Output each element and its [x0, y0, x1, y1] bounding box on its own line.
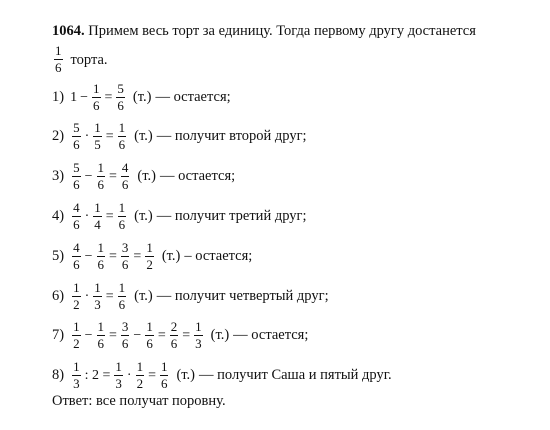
fraction-denominator: 6 — [121, 177, 129, 192]
fraction — [116, 82, 125, 113]
fraction — [118, 281, 127, 312]
fraction-denominator: 2 — [136, 376, 144, 391]
fraction-denominator: 6 — [160, 376, 168, 391]
fraction-numerator: 3 — [121, 319, 129, 334]
math-operator: = — [105, 288, 114, 304]
fraction-denominator: 6 — [121, 336, 129, 351]
fraction — [92, 82, 101, 113]
fraction-denominator: 6 — [118, 217, 126, 232]
solution-step — [52, 82, 231, 113]
fraction-numerator: 5 — [73, 120, 80, 135]
fraction-numerator: 1 — [146, 240, 153, 255]
math-operator: − — [84, 248, 93, 264]
solution-step — [52, 161, 235, 192]
fraction — [170, 320, 179, 351]
fraction-denominator: 6 — [73, 257, 80, 272]
step-label: 2) — [52, 128, 65, 144]
fraction — [136, 360, 145, 391]
fraction — [72, 161, 81, 192]
fraction-denominator: 6 — [118, 137, 126, 152]
fraction-denominator: 2 — [73, 297, 80, 312]
fraction — [114, 360, 123, 391]
math-operator: = — [105, 128, 114, 144]
fraction-denominator: 6 — [97, 177, 104, 192]
fraction-denominator: 6 — [118, 297, 126, 312]
fraction — [121, 320, 130, 351]
fraction — [121, 241, 130, 272]
math-operator: : 2 = — [84, 367, 111, 383]
step-description: — получит третий друг; — [156, 208, 307, 224]
step-description: — остается; — [155, 89, 231, 105]
step-description: — получит второй друг; — [156, 128, 307, 144]
fraction-denominator: 4 — [94, 217, 101, 232]
step-label: 7) — [52, 327, 65, 343]
fraction-numerator: 1 — [94, 200, 101, 215]
fraction-numerator: 1 — [93, 81, 100, 96]
solution-step — [52, 201, 307, 232]
fraction-numerator: 5 — [73, 160, 80, 175]
math-operator: · — [84, 128, 90, 144]
fraction-numerator: 1 — [115, 359, 122, 374]
fraction-denominator: 6 — [117, 98, 124, 113]
problem-number: 1064. — [52, 23, 85, 39]
step-label: 6) — [52, 288, 65, 304]
fraction-numerator: 1 — [94, 120, 101, 135]
fraction-denominator: 3 — [115, 376, 122, 391]
fraction-denominator: 6 — [93, 98, 100, 113]
fraction-denominator: 6 — [73, 217, 80, 232]
fraction-denominator: 6 — [97, 257, 104, 272]
fraction-denominator: 6 — [55, 60, 62, 75]
step-description: – остается; — [184, 248, 253, 264]
step-description: — получит четвертый друг; — [156, 288, 329, 304]
step-description: — получит Саша и пятый друг. — [199, 367, 392, 383]
fraction — [72, 360, 81, 391]
unit-label: (т.) — [134, 128, 153, 144]
fraction-denominator: 6 — [97, 336, 104, 351]
fraction-numerator: 2 — [170, 319, 178, 334]
fraction — [72, 121, 81, 152]
fraction-denominator: 3 — [94, 297, 101, 312]
fraction-denominator: 6 — [170, 336, 178, 351]
unit-label: (т.) — [137, 168, 156, 184]
fraction-numerator: 1 — [146, 319, 153, 334]
fraction-denominator: 3 — [73, 376, 80, 391]
step-label: 3) — [52, 168, 65, 184]
fraction-denominator: 5 — [94, 137, 101, 152]
fraction — [194, 320, 203, 351]
unit-label: (т.) — [134, 288, 153, 304]
fraction-denominator: 6 — [121, 257, 129, 272]
fraction — [97, 241, 106, 272]
fraction — [121, 161, 130, 192]
fraction — [97, 161, 106, 192]
fraction — [72, 201, 81, 232]
solution-step — [52, 241, 252, 272]
fraction-numerator: 1 — [118, 120, 126, 135]
fraction — [93, 121, 102, 152]
solution-step — [52, 320, 308, 351]
fraction — [160, 360, 169, 391]
fraction — [72, 241, 81, 272]
fraction — [72, 320, 81, 351]
fraction-numerator: 1 — [97, 240, 104, 255]
unit-label: (т.) — [134, 208, 153, 224]
fraction-numerator: 1 — [94, 280, 101, 295]
math-operator: = — [109, 248, 117, 264]
fraction — [118, 201, 127, 232]
problem-statement-line — [52, 22, 476, 40]
fraction-numerator: 5 — [117, 81, 124, 96]
fraction-numerator: 1 — [55, 43, 62, 58]
problem-tail-text: торта. — [70, 51, 108, 68]
fraction-denominator: 2 — [73, 336, 80, 351]
fraction-numerator: 4 — [73, 200, 80, 215]
answer-line: Ответ: все получат поровну. — [52, 393, 226, 409]
fraction-denominator: 2 — [146, 257, 153, 272]
whole-number: 1 — [70, 89, 78, 105]
unit-label: (т.) — [176, 367, 195, 383]
step-label: 8) — [52, 367, 65, 383]
math-operator: = — [104, 89, 113, 105]
solution-step — [52, 281, 329, 312]
fraction-denominator: 6 — [146, 336, 153, 351]
math-operator: − — [84, 168, 93, 184]
fraction — [93, 281, 102, 312]
fraction-numerator: 4 — [73, 240, 80, 255]
first-share-fraction — [54, 44, 63, 75]
fraction — [118, 121, 127, 152]
fraction-denominator: 3 — [195, 336, 202, 351]
math-operator: · — [84, 208, 90, 224]
fraction — [72, 281, 81, 312]
step-label: 4) — [52, 208, 65, 224]
problem-statement-fraction-line — [52, 44, 108, 75]
math-operator: = — [182, 327, 191, 343]
fraction — [93, 201, 102, 232]
math-operator: = — [105, 208, 114, 224]
math-operator: − — [84, 327, 93, 343]
solution-step — [52, 360, 392, 391]
fraction-numerator: 1 — [160, 359, 168, 374]
fraction — [145, 320, 154, 351]
math-operator: = — [133, 248, 142, 264]
fraction — [97, 320, 106, 351]
step-label: 5) — [52, 248, 65, 264]
solution-step — [52, 121, 307, 152]
math-operator: = — [109, 168, 117, 184]
math-operator: · — [126, 367, 132, 383]
math-operator: − — [133, 327, 142, 343]
math-operator: · — [84, 288, 90, 304]
fraction-numerator: 1 — [136, 359, 144, 374]
fraction — [145, 241, 154, 272]
fraction-numerator: 1 — [195, 319, 202, 334]
step-description: — остается; — [159, 168, 236, 184]
fraction-numerator: 1 — [118, 280, 126, 295]
step-description: — остается; — [233, 327, 309, 343]
math-operator: − — [80, 89, 88, 105]
fraction-numerator: 1 — [73, 319, 80, 334]
fraction-numerator: 1 — [118, 200, 126, 215]
fraction-numerator: 3 — [121, 240, 129, 255]
fraction-numerator: 1 — [97, 319, 104, 334]
step-label: 1) — [52, 89, 65, 105]
math-operator: = — [148, 367, 156, 383]
fraction-numerator: 1 — [73, 280, 80, 295]
fraction-numerator: 4 — [121, 160, 129, 175]
problem-text: Примем весь торт за единицу. Тогда первому другу достанется — [84, 23, 476, 39]
unit-label: (т.) — [210, 327, 230, 343]
fraction-numerator: 1 — [97, 160, 104, 175]
fraction-denominator: 6 — [73, 137, 80, 152]
unit-label: (т.) — [161, 248, 181, 264]
fraction-numerator: 1 — [73, 359, 80, 374]
fraction-denominator: 6 — [73, 177, 80, 192]
math-operator: = — [109, 327, 117, 343]
math-operator: = — [157, 327, 166, 343]
unit-label: (т.) — [132, 89, 152, 105]
